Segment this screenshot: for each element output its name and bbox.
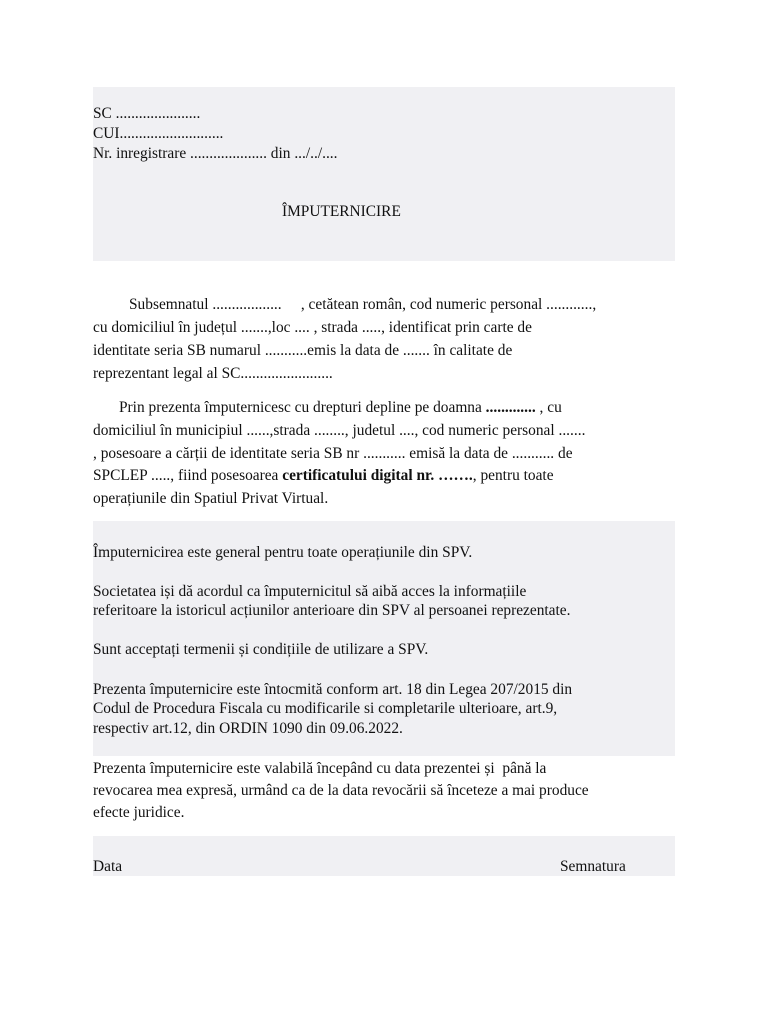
registration-number-line: Nr. inregistrare .................... din .../../.... bbox=[93, 145, 338, 162]
clause-acord-line: Societatea iși dă acordul ca împuternicitul să aibă acces la informațiile bbox=[93, 583, 527, 600]
paragraph2-line bbox=[119, 398, 562, 418]
paragraph2-text: , cu bbox=[535, 399, 562, 416]
paragraph2-line: operațiunile din Spatiul Privat Virtual. bbox=[93, 490, 329, 507]
clause-legal-basis-line: respectiv art.12, din ORDIN 1090 din 09.06.2022. bbox=[93, 720, 403, 737]
cui-line: CUI........................... bbox=[93, 125, 224, 142]
paragraph2-text: Prin prezenta împuternicesc cu drepturi depline pe doamna bbox=[119, 399, 486, 416]
document-title: ÎMPUTERNICIRE bbox=[282, 203, 401, 220]
paragraph1-line: reprezentant legal al SC........................ bbox=[93, 365, 333, 382]
date-label: Data bbox=[93, 858, 123, 875]
paragraph2-line: , posesoare a cărții de identitate seria SB nr ........... emisă la data de ........... de bbox=[93, 445, 573, 462]
clause-validity-line: efecte juridice. bbox=[93, 804, 185, 821]
paragraph2-bold-placeholder: ............. bbox=[485, 399, 536, 416]
certificate-number-label: certificatului digital nr. ……. bbox=[282, 467, 473, 484]
clause-termeni: Sunt acceptați termenii și condițiile de utilizare a SPV. bbox=[93, 641, 429, 658]
signature-label: Semnatura bbox=[560, 858, 626, 875]
paragraph1-line: cu domiciliul în județul .......,loc .... , strada ....., identificat prin carte de bbox=[93, 319, 532, 336]
paragraph2-line: domiciliul în municipiul ......,strada ........, judetul ...., cod numeric personal ....... bbox=[93, 422, 586, 439]
paragraph1-line: identitate seria SB numarul ...........emis la data de ....... în calitate de bbox=[93, 342, 513, 359]
paragraph2-text: , pentru toate bbox=[472, 467, 554, 484]
sc-line: SC ...................... bbox=[93, 105, 201, 122]
paragraph2-line bbox=[93, 466, 554, 486]
paragraph1-line: Subsemnatul .................. , cetătean român, cod numeric personal ............, bbox=[129, 296, 597, 313]
clause-acord-line: referitoare la istoricul acțiunilor anterioare din SPV al persoanei reprezentate. bbox=[93, 602, 571, 619]
clause-validity-line: Prezenta împuternicire este valabilă începând cu data prezentei și până la bbox=[93, 760, 547, 777]
clause-general: Împuternicirea este general pentru toate operațiunile din SPV. bbox=[93, 544, 473, 561]
clause-legal-basis-line: Prezenta împuternicire este întocmită conform art. 18 din Legea 207/2015 din bbox=[93, 681, 573, 698]
clause-validity-line: revocarea mea expresă, urmând ca de la data revocării să înceteze a mai produce bbox=[93, 782, 589, 799]
clause-legal-basis-line: Codul de Procedura Fiscala cu modificarile si completarile ulterioare, art.9, bbox=[93, 700, 558, 717]
paragraph2-text: SPCLEP ....., fiind posesoarea bbox=[93, 467, 283, 484]
